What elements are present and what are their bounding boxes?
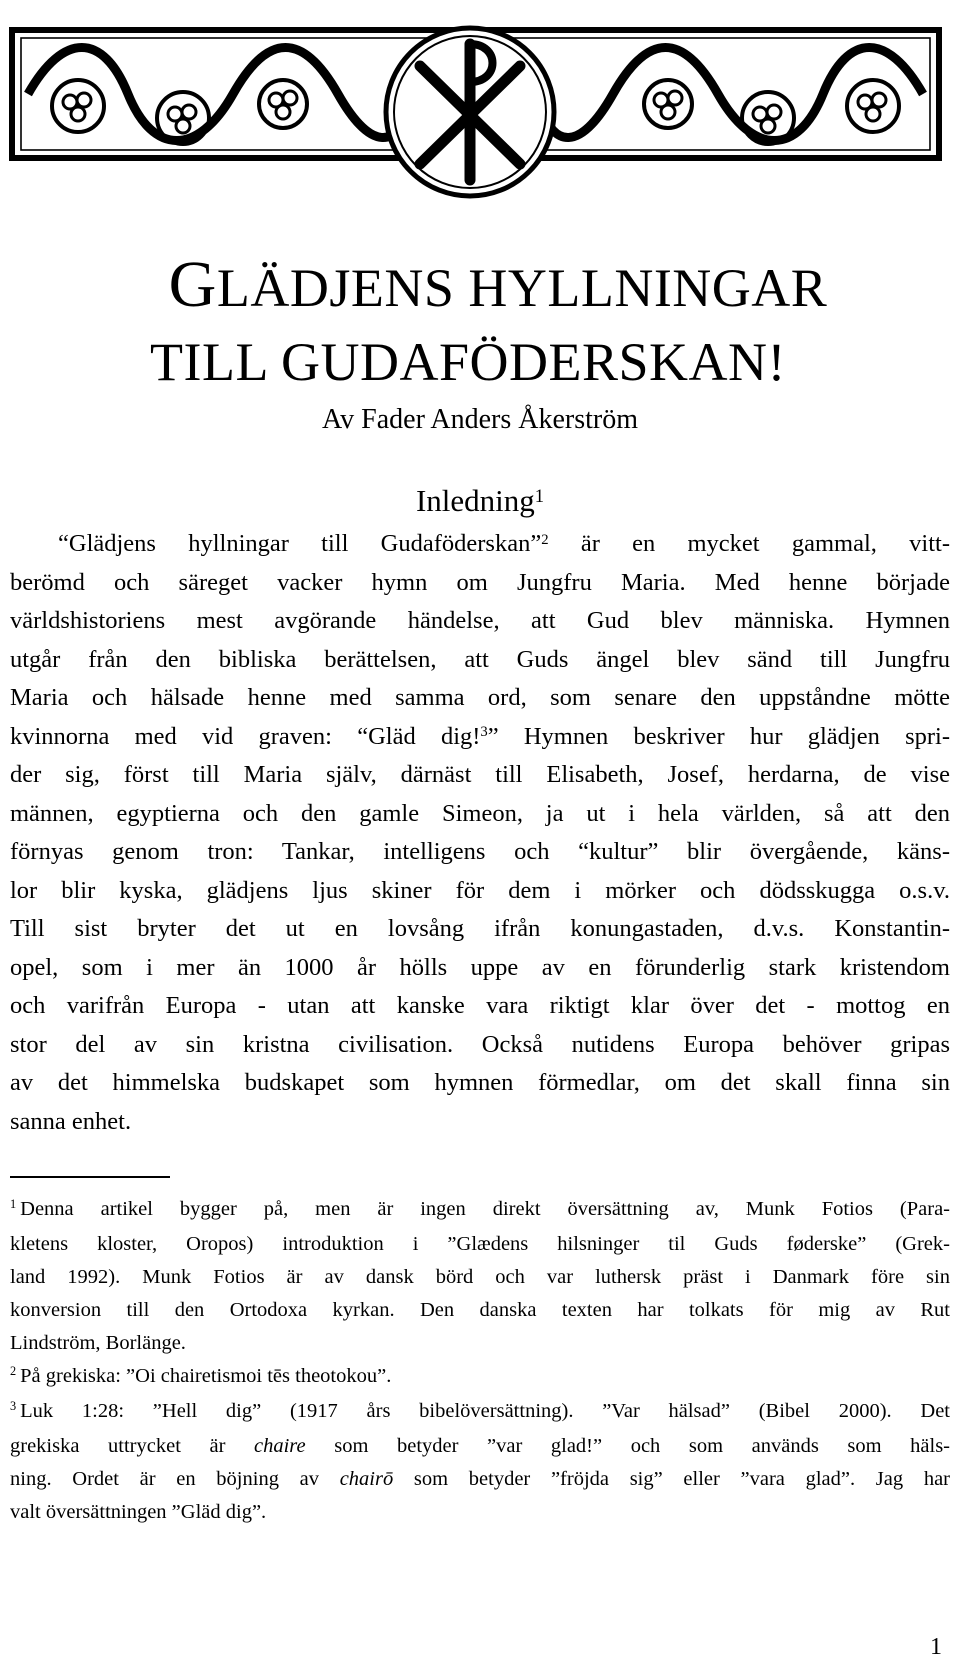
text-line: Maria och hälsade henne med samma ord, som senare den uppståndne mötte — [10, 684, 950, 711]
footnote-ref-3: 3 — [480, 724, 488, 741]
text-line: kvinnorna med vid graven: “Gläd dig!$^3$” Hymnen beskriver hur glädjen spri- — [10, 722, 950, 750]
footnote-3: $^3$ Luk 1:28: ”Hell dig” (1917 års bibelöversättning). ”Var hälsad” (Bibel 2000). Det — [10, 1399, 950, 1422]
footnote-line: Lindström, Borlänge. — [10, 1332, 186, 1354]
footnote-line: grekiska uttrycket är chaire som betyder ”var glad!” och som används som häls- — [10, 1435, 951, 1457]
footnote-line: land 1992). Munk Fotios är av dansk börd och var luthersk präst i Danmark före sin — [10, 1266, 950, 1288]
text-line: “Glädjens hyllningar till Gudaföderskan”$^2$ är en mycket gammal, vitt- — [58, 530, 950, 557]
title-line-1: GLÄDJENS HYLLNINGAR — [168, 248, 828, 321]
text-line: der sig, först till Maria själv, därnäst till Elisabeth, Josef, herdarna, de vise — [10, 761, 950, 788]
page-number: 1 — [930, 1634, 942, 1660]
text-line: opel, som i mer än 1000 år hölls uppe av en förunderlig stark kristendom — [10, 953, 950, 981]
text-line: och varifrån Europa - utan att kanske vara riktigt klar över det - mottog en — [10, 992, 950, 1019]
footnotes — [10, 1193, 950, 1529]
text-line: sanna enhet. — [10, 1107, 132, 1135]
text-line: av det himmelska budskapet som hymnen förmedlar, om det skall finna sin — [10, 1069, 950, 1096]
footnote-2: $^2$ På grekiska: ”Oi chairetismoi tēs theotokou”. — [10, 1364, 392, 1387]
footnote-ref-1: 1 — [534, 485, 545, 507]
text-line: berömd och säreget vacker hymn om Jungfru Maria. Med henne började — [10, 568, 950, 596]
footnote-divider — [10, 1176, 170, 1178]
text-line: Till sist bryter det ut en lovsång ifrån konungastaden, d.v.s. Konstantin- — [10, 915, 950, 942]
author-byline: Av Fader Anders Åkerström — [322, 404, 638, 435]
footnote-ref-2: 2 — [541, 531, 549, 548]
introduction-paragraph — [10, 525, 950, 1141]
footnote-line: ning. Ordet är en böjning av chairō som betyder ”fröjda sig” eller ”vara glad”. Jag har — [10, 1468, 950, 1490]
ornamental-banner — [8, 22, 943, 200]
text-line: männen, egyptierna och den gamle Simeon, ja ut i hela världen, så att den — [10, 799, 950, 827]
text-line: utgår från den bibliska berättelsen, att Guds ängel blev sänd till Jungfru — [10, 645, 950, 673]
section-heading: Inledning$^1$ — [415, 483, 545, 518]
footnote-line: valt översättningen ”Gläd dig”. — [10, 1501, 267, 1523]
text-line: stor del av sin kristna civilisation. Också nutidens Europa behöver gripas — [10, 1030, 950, 1058]
text-line: förnyas genom tron: Tankar, intelligens och “kultur” blir övergående, käns- — [10, 838, 950, 865]
title-line-2: TILL GUDAFÖDERSKAN! — [150, 332, 786, 392]
text-line: världshistoriens mest avgörande händelse, att Gud blev människa. Hymnen — [10, 607, 950, 634]
footnote-line: kletens kloster, Oropos) introduktion i ”Glædens hilsninger til Guds føderske” (Grek- — [10, 1233, 950, 1255]
footnote-line: konversion till den Ortodoxa kyrkan. Den danska texten har tolkats för mig av Rut — [10, 1299, 950, 1321]
text-line: lor blir kyska, glädjens ljus skiner för dem i mörker och dödsskugga o.s.v. — [10, 876, 950, 904]
footnote-1: $^1$ Denna artikel bygger på, men är ingen direkt översättning av, Munk Fotios (Para- — [10, 1197, 950, 1220]
